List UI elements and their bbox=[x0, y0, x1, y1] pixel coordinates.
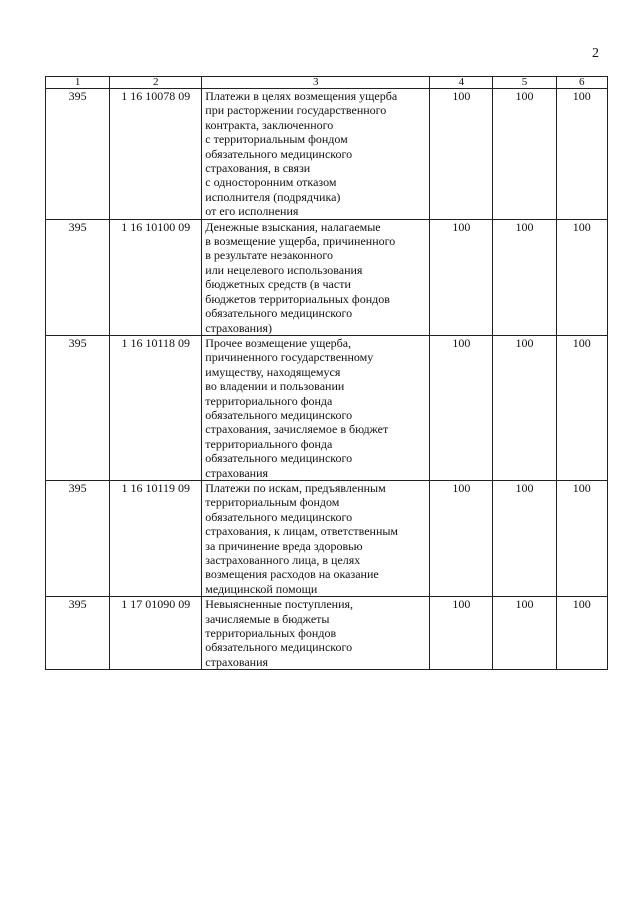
admin-code-cell: 395 bbox=[46, 335, 110, 480]
table-header-row bbox=[46, 77, 608, 89]
table-row bbox=[46, 597, 608, 670]
description-line: в результате незаконного bbox=[205, 248, 333, 263]
description-line: от его исполнения bbox=[205, 204, 299, 219]
description-line: территориальных фондов bbox=[205, 626, 337, 641]
description-line: при расторжении государственного bbox=[205, 103, 387, 118]
admin-code-cell: 395 bbox=[46, 597, 110, 670]
revenue-code-cell: 1 16 10078 09 bbox=[110, 89, 202, 220]
revenue-code-cell: 1 16 10118 09 bbox=[110, 335, 202, 480]
description-cell bbox=[202, 89, 430, 220]
description-line: Денежные взыскания, налагаемые bbox=[205, 219, 381, 234]
description-line: бюджетов территориальных фондов bbox=[205, 291, 390, 306]
description-line: в возмещение ущерба, причиненного bbox=[205, 234, 396, 249]
admin-code-cell: 395 bbox=[46, 480, 110, 596]
description-line: зачисляемые в бюджеты bbox=[205, 611, 330, 626]
description-line: застрахованного лица, в целях bbox=[205, 553, 361, 567]
description-line: обязательного медицинского bbox=[205, 407, 353, 422]
percent-cell: 100 bbox=[493, 219, 556, 335]
description-line: медицинской помощи bbox=[205, 581, 318, 596]
percent-cell: 100 bbox=[493, 89, 556, 220]
description-line: страхования, в связи bbox=[205, 161, 311, 176]
description-cell bbox=[202, 480, 430, 596]
percent-cell: 100 bbox=[556, 597, 607, 670]
description-line: за причинение вреда здоровью bbox=[205, 538, 363, 553]
percent-cell: 100 bbox=[430, 219, 493, 335]
table-body bbox=[46, 89, 608, 670]
percent-cell: 100 bbox=[556, 219, 607, 335]
percent-cell: 100 bbox=[556, 480, 607, 596]
description-line: страхования bbox=[205, 654, 269, 669]
column-header: 2 bbox=[110, 77, 202, 89]
table-row bbox=[46, 335, 608, 480]
description-line: с односторонним отказом bbox=[205, 175, 337, 190]
column-header: 1 bbox=[46, 77, 110, 89]
description-cell bbox=[202, 335, 430, 480]
column-header: 6 bbox=[556, 77, 607, 89]
revenue-code-cell: 1 16 10119 09 bbox=[110, 480, 202, 596]
description-line: обязательного медицинского bbox=[205, 306, 353, 321]
table-row bbox=[46, 89, 608, 220]
admin-code-cell: 395 bbox=[46, 219, 110, 335]
description-line: страхования) bbox=[205, 320, 273, 335]
description-line: бюджетных средств (в части bbox=[205, 277, 351, 292]
percent-cell: 100 bbox=[430, 335, 493, 480]
description-line: обязательного медицинского bbox=[205, 146, 353, 161]
column-header: 4 bbox=[430, 77, 493, 89]
description-line: исполнителя (подрядчика) bbox=[205, 189, 341, 204]
table-row bbox=[46, 219, 608, 335]
admin-code-cell: 395 bbox=[46, 89, 110, 220]
percent-cell: 100 bbox=[556, 89, 607, 220]
revenue-code-cell: 1 17 01090 09 bbox=[110, 597, 202, 670]
description-line: причиненного государственному bbox=[205, 350, 374, 365]
description-line: во владении и пользовании bbox=[205, 379, 345, 394]
percent-cell: 100 bbox=[493, 335, 556, 480]
description-line: территориального фонда bbox=[205, 436, 333, 451]
column-header: 3 bbox=[202, 77, 430, 89]
revenue-table bbox=[45, 76, 608, 670]
description-line: территориальным фондом bbox=[205, 495, 340, 510]
percent-cell: 100 bbox=[430, 597, 493, 670]
description-line: обязательного медицинского bbox=[205, 509, 353, 524]
description-line: имуществу, находящемуся bbox=[205, 364, 341, 379]
description-line: с территориальным фондом bbox=[205, 132, 348, 147]
description-line: возмещения расходов на оказание bbox=[205, 567, 379, 582]
description-line: страхования bbox=[205, 465, 269, 480]
column-header: 5 bbox=[493, 77, 556, 89]
description-line: страхования, зачисляемое в бюджет bbox=[205, 422, 389, 437]
percent-cell: 100 bbox=[493, 597, 556, 670]
description-line: Платежи по искам, предъявленным bbox=[205, 480, 386, 495]
percent-cell: 100 bbox=[430, 480, 493, 596]
revenue-code-cell: 1 16 10100 09 bbox=[110, 219, 202, 335]
description-line: Прочее возмещение ущерба, bbox=[205, 335, 352, 350]
page-number: 2 bbox=[592, 46, 599, 61]
percent-cell: 100 bbox=[493, 480, 556, 596]
table-row bbox=[46, 480, 608, 596]
description-line: обязательного медицинского bbox=[205, 451, 353, 466]
description-cell bbox=[202, 219, 430, 335]
description-line: Платежи в целях возмещения ущерба bbox=[205, 89, 398, 103]
description-cell bbox=[202, 597, 430, 670]
description-line: контракта, заключенного bbox=[205, 117, 334, 132]
description-line: территориального фонда bbox=[205, 393, 333, 408]
percent-cell: 100 bbox=[430, 89, 493, 220]
description-line: обязательного медицинского bbox=[205, 640, 353, 655]
description-line: Невыясненные поступления, bbox=[205, 597, 354, 612]
description-line: страхования, к лицам, ответственным bbox=[205, 524, 399, 539]
description-line: или нецелевого использования bbox=[205, 262, 363, 277]
percent-cell: 100 bbox=[556, 335, 607, 480]
